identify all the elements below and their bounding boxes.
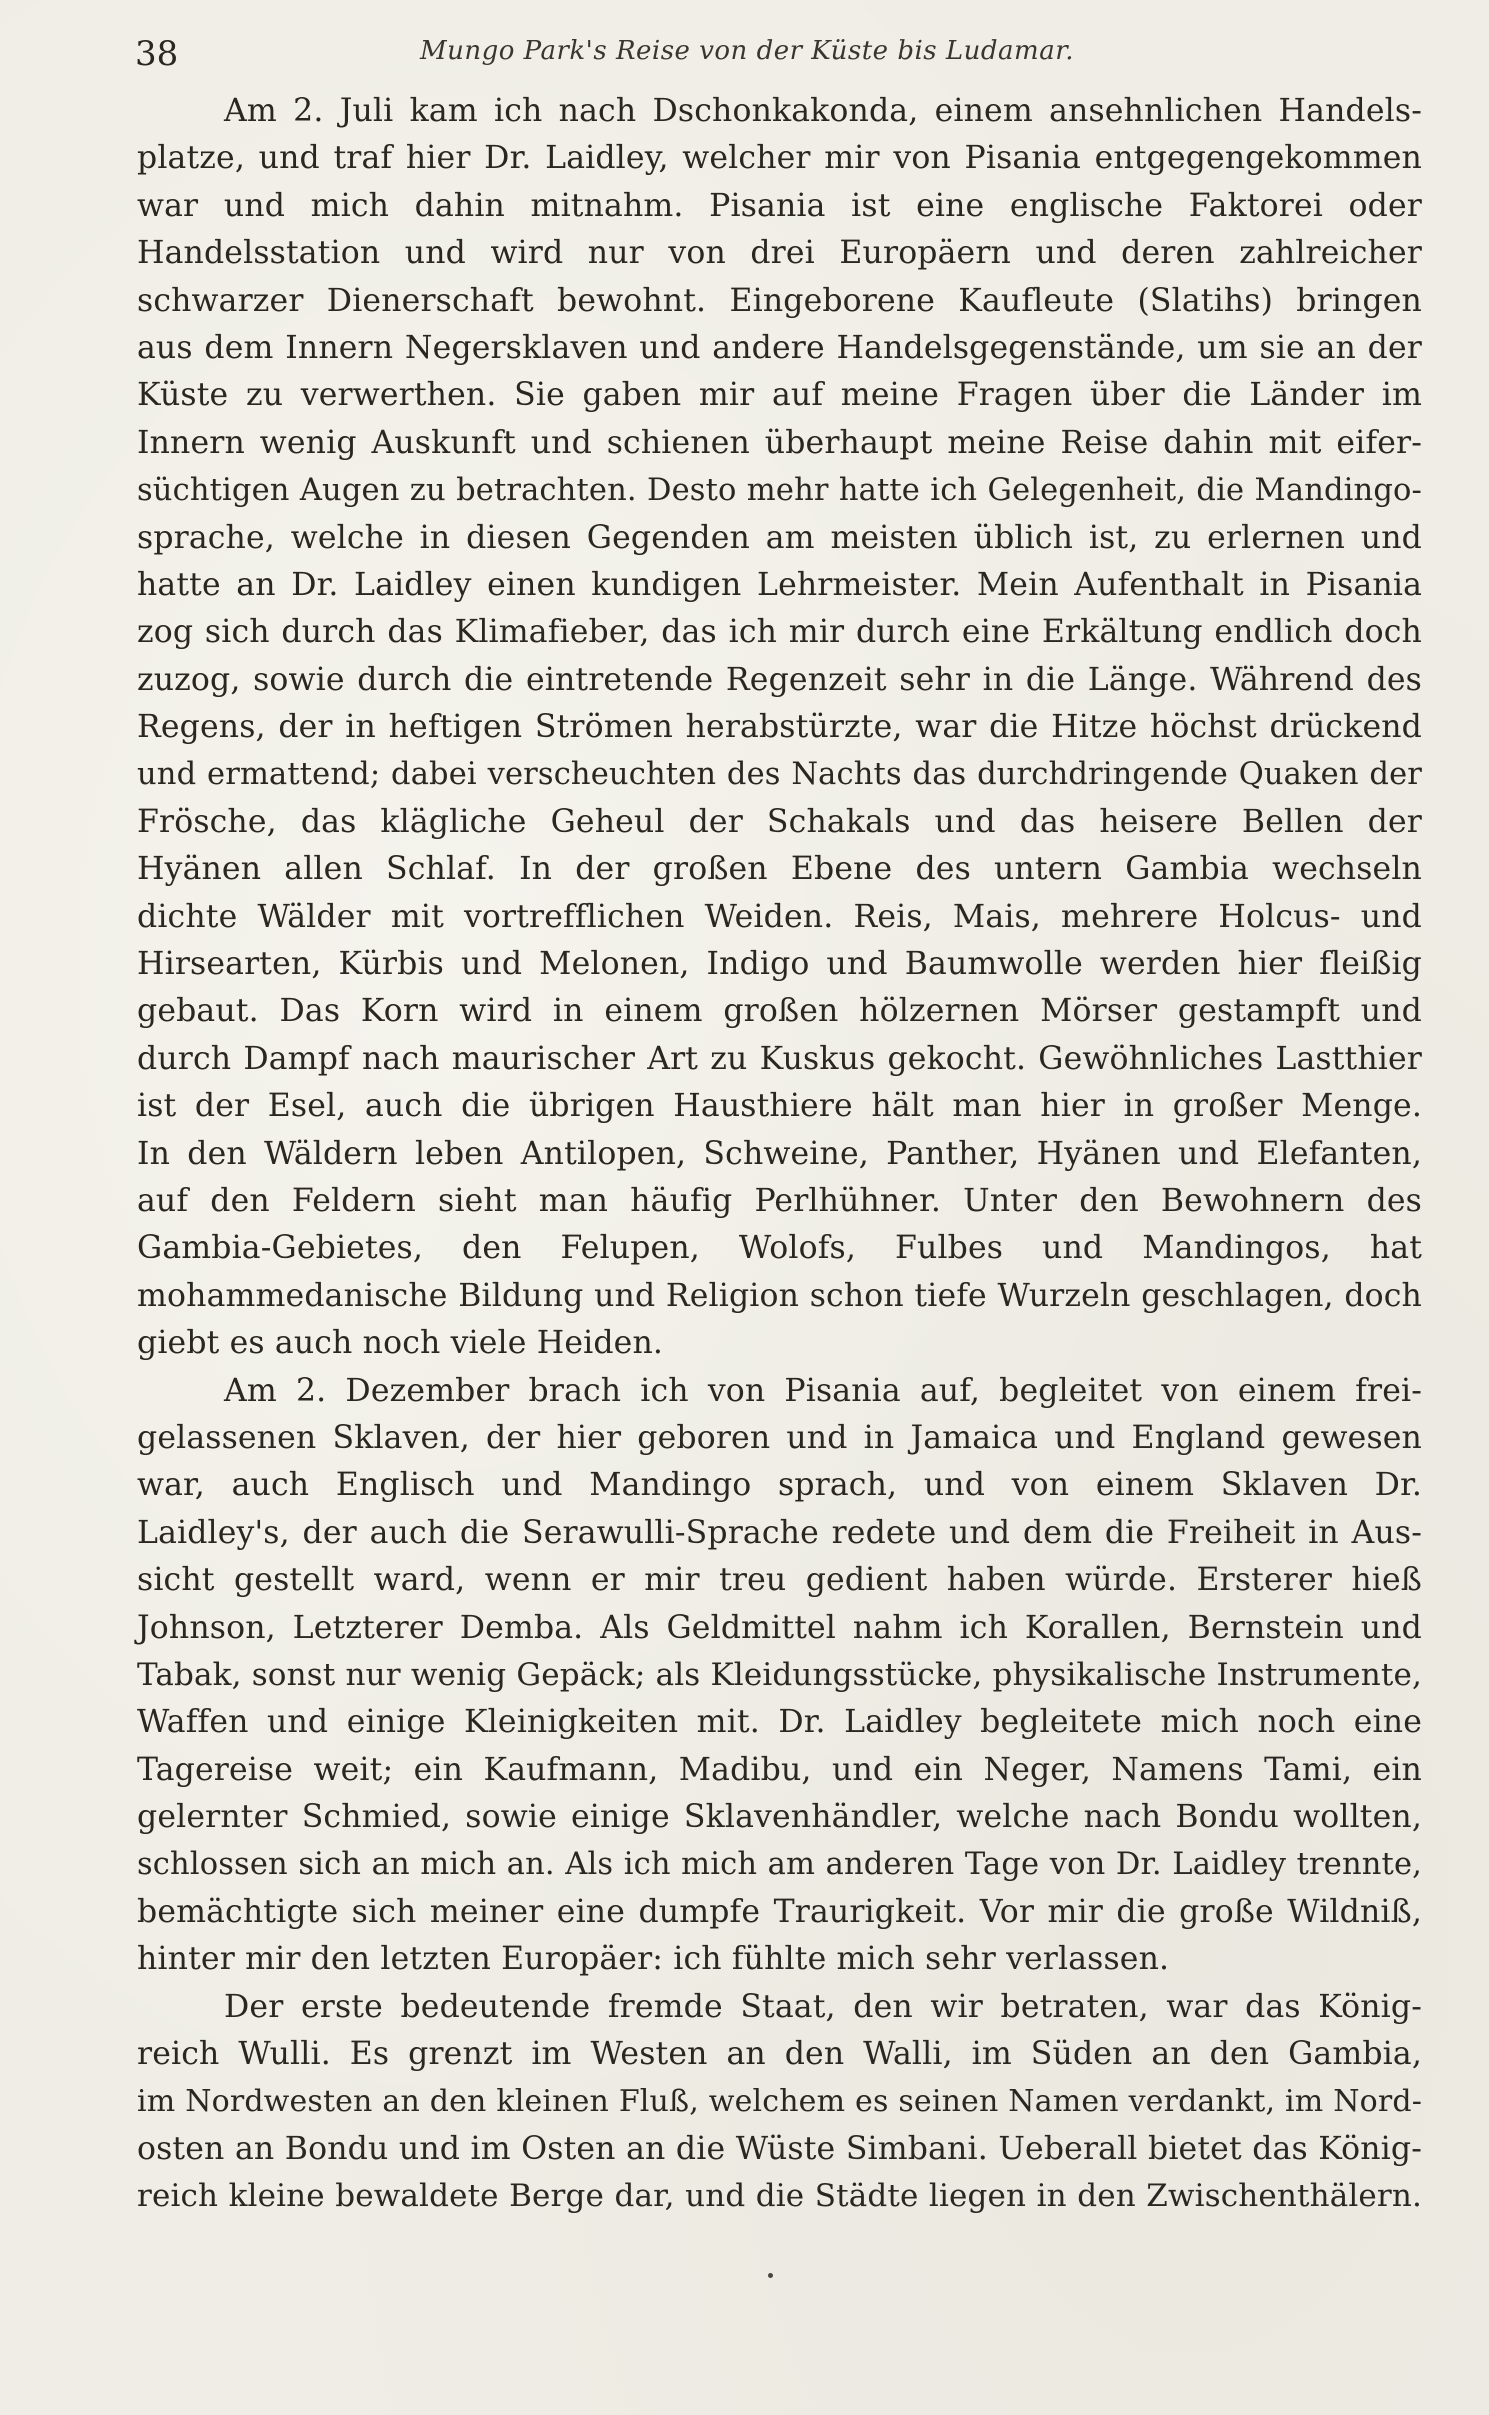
text-line: Waffen und einige Kleinigkeiten mit. Dr. Laidley begleitete mich noch eine — [137, 1704, 1422, 1741]
text-line: zuzog, sowie durch die eintretende Regenzeit sehr in die Länge. Während des — [137, 661, 1422, 698]
page-header — [135, 30, 1425, 80]
text-line: Tagereise weit; ein Kaufmann, Madibu, und ein Neger, Namens Tami, ein — [137, 1751, 1422, 1788]
text-line: reich kleine bewaldete Berge dar, und die Städte liegen in den Zwischenthälern. — [137, 2178, 1422, 2215]
text-line: Hirsearten, Kürbis und Melonen, Indigo und Baumwolle werden hier fleißig — [137, 946, 1422, 983]
text-line: Laidley's, der auch die Serawulli-Sprache redete und dem die Freiheit in Aus- — [137, 1514, 1422, 1551]
text-line: Am 2. Juli kam ich nach Dschonkakonda, einem ansehnlichen Handels- — [224, 93, 1422, 129]
text-line: aus dem Innern Negersklaven und andere Handelsgegenstände, um sie an der — [137, 329, 1422, 366]
text-line: gelernter Schmied, sowie einige Sklavenhändler, welche nach Bondu wollten, — [137, 1799, 1422, 1836]
text-line: gelassenen Sklaven, der hier geboren und in Jamaica und England gewesen — [137, 1419, 1422, 1456]
running-head: Mungo Park's Reise von der Küste bis Ludamar. — [420, 36, 1075, 66]
text-line: Hyänen allen Schlaf. In der großen Ebene des untern Gambia wechseln — [137, 851, 1422, 888]
text-line: und ermattend; dabei verscheuchten des Nachts das durchdringende Quaken der — [137, 757, 1422, 793]
text-line: schlossen sich an mich an. Als ich mich am anderen Tage von Dr. Laidley trennte, — [137, 1847, 1422, 1883]
text-line: giebt es auch noch viele Heiden. — [137, 1325, 664, 1362]
text-line: In den Wäldern leben Antilopen, Schweine, Panther, Hyänen und Elefanten, — [137, 1135, 1422, 1172]
text-line: Regens, der in heftigen Strömen herabstürzte, war die Hitze höchst drückend — [137, 709, 1422, 746]
text-line: Handelsstation und wird nur von drei Europäern und deren zahlreicher — [137, 235, 1422, 272]
text-line: Am 2. Dezember brach ich von Pisania auf, begleitet von einem frei- — [224, 1372, 1422, 1409]
text-line: hatte an Dr. Laidley einen kundigen Lehrmeister. Mein Aufenthalt in Pisania — [137, 566, 1422, 603]
text-line: Tabak, sonst nur wenig Gepäck; als Kleidungsstücke, physikalische Instrumente, — [137, 1656, 1422, 1693]
text-line: durch Dampf nach maurischer Art zu Kuskus gekocht. Gewöhnliches Lastthier — [137, 1040, 1422, 1077]
text-line: Innern wenig Auskunft und schienen überhaupt meine Reise dahin mit eifer- — [137, 424, 1422, 461]
text-line: war und mich dahin mitnahm. Pisania ist eine englische Faktorei oder — [137, 187, 1422, 224]
text-line: im Nordwesten an den kleinen Fluß, welchem es seinen Namen verdankt, im Nord- — [137, 2084, 1422, 2120]
text-line: schwarzer Dienerschaft bewohnt. Eingeborene Kaufleute (Slatihs) bringen — [137, 282, 1422, 319]
text-line: zog sich durch das Klimafieber, das ich mir durch eine Erkältung endlich doch — [137, 614, 1422, 651]
text-line: dichte Wälder mit vortrefflichen Weiden. Reis, Mais, mehrere Holcus- und — [137, 898, 1422, 935]
text-line: Frösche, das klägliche Geheul der Schakals und das heisere Bellen der — [137, 803, 1422, 840]
text-line: süchtigen Augen zu betrachten. Desto mehr hatte ich Gelegenheit, die Mandingo- — [137, 473, 1422, 509]
text-line: hinter mir den letzten Europäer: ich fühlte mich sehr verlassen. — [137, 1941, 1170, 1978]
page-number: 38 — [135, 34, 179, 74]
text-line: war, auch Englisch und Mandingo sprach, und von einem Sklaven Dr. — [137, 1467, 1422, 1504]
text-line: ist der Esel, auch die übrigen Hausthiere hält man hier in großer Menge. — [137, 1088, 1422, 1125]
text-line: sprache, welche in diesen Gegenden am meisten üblich ist, zu erlernen und — [137, 519, 1422, 556]
text-line: auf den Feldern sieht man häufig Perlhühner. Unter den Bewohnern des — [137, 1182, 1422, 1219]
text-line: Johnson, Letzterer Demba. Als Geldmittel nahm ich Korallen, Bernstein und — [137, 1609, 1422, 1646]
print-speck — [768, 2273, 773, 2278]
text-line: sicht gestellt ward, wenn er mir treu gedient haben würde. Ersterer hieß — [137, 1562, 1422, 1599]
text-line: bemächtigte sich meiner eine dumpfe Traurigkeit. Vor mir die große Wildniß, — [137, 1893, 1422, 1930]
text-line: Küste zu verwerthen. Sie gaben mir auf meine Fragen über die Länder im — [137, 377, 1422, 414]
text-line: platze, und traf hier Dr. Laidley, welcher mir von Pisania entgegengekommen — [137, 140, 1422, 177]
text-line: osten an Bondu und im Osten an die Wüste Simbani. Ueberall bietet das König- — [137, 2130, 1422, 2167]
text-line: mohammedanische Bildung und Religion schon tiefe Wurzeln geschlagen, doch — [137, 1277, 1422, 1314]
text-line: reich Wulli. Es grenzt im Westen an den Walli, im Süden an den Gambia, — [137, 2036, 1422, 2073]
body-text — [137, 88, 1422, 2221]
text-line: Der erste bedeutende fremde Staat, den wir betraten, war das König- — [224, 1988, 1422, 2025]
text-line: Gambia-Gebietes, den Felupen, Wolofs, Fulbes und Mandingos, hat — [137, 1230, 1422, 1267]
text-line: gebaut. Das Korn wird in einem großen hölzernen Mörser gestampft und — [137, 993, 1422, 1030]
